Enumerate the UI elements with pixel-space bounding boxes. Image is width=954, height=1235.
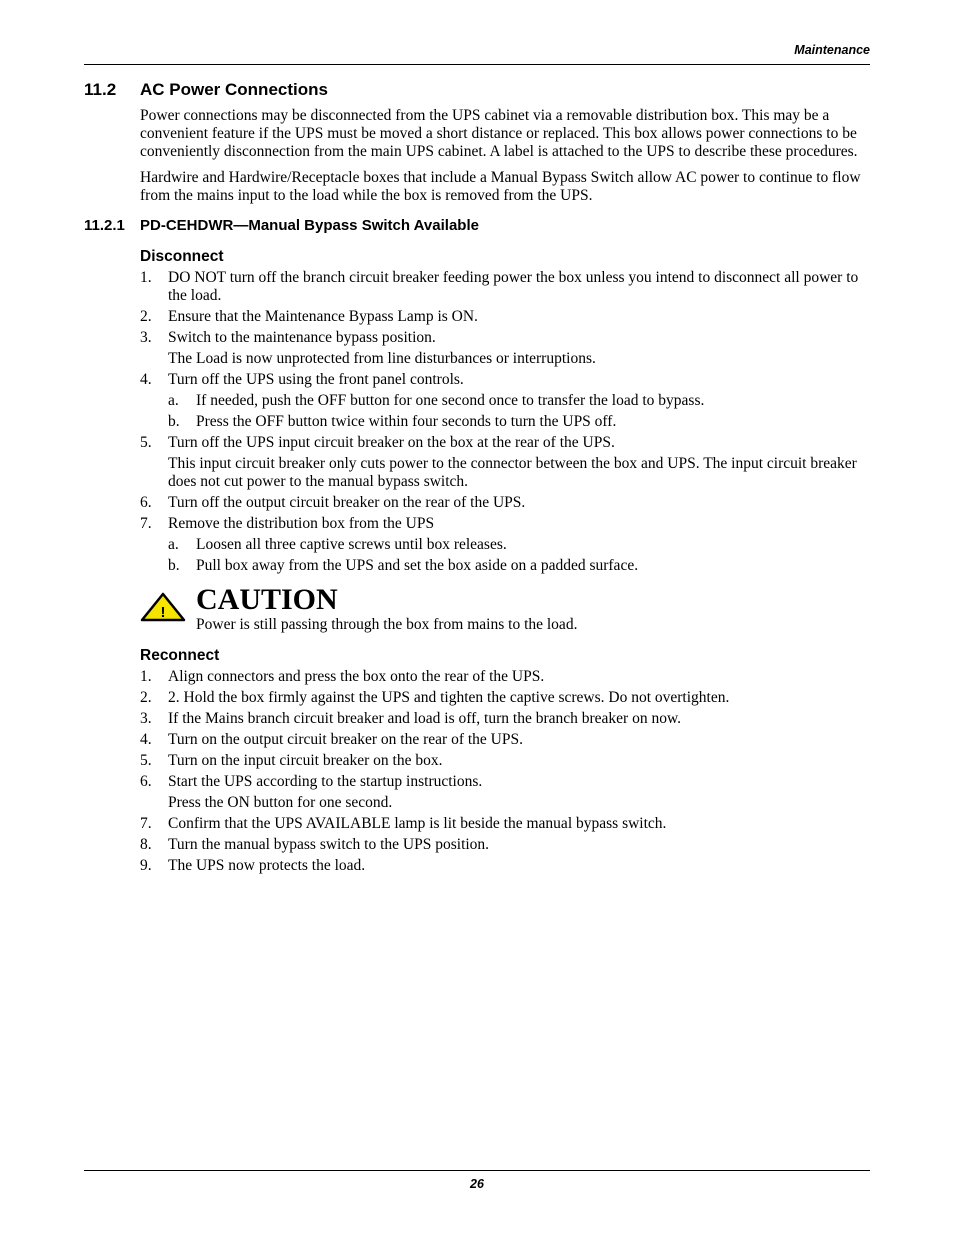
disconnect-heading: Disconnect: [140, 248, 224, 265]
page-content: [84, 78, 870, 875]
step-text: Turn on the input circuit breaker on the box.: [168, 752, 443, 769]
step-item: [140, 815, 870, 833]
step-item: [140, 689, 870, 707]
caution-text: Power is still passing through the box from mains to the load.: [196, 616, 578, 633]
step-item: [140, 773, 870, 791]
step-number: 2.: [140, 689, 152, 706]
step-item: [140, 371, 870, 389]
step-text: Switch to the maintenance bypass position.: [168, 329, 436, 346]
step-item: [140, 752, 870, 770]
step-note: This input circuit breaker only cuts power to the connector between the box and UPS. The input circuit breaker does not cut power to the manual bypass switch.: [168, 455, 857, 490]
sub-step: [168, 392, 870, 410]
svg-text:!: !: [160, 604, 166, 621]
step-text: Turn off the output circuit breaker on the rear of the UPS.: [168, 494, 526, 511]
disconnect-steps: [84, 269, 870, 575]
step-item: [140, 494, 870, 512]
step-item: [140, 731, 870, 749]
step-number: 7.: [140, 815, 152, 832]
step-number: 5.: [140, 434, 152, 451]
sub-step: [168, 413, 870, 431]
subsection-title: PD-CEHDWR—Manual Bypass Switch Available: [140, 217, 479, 234]
warning-triangle-icon: [140, 592, 186, 622]
running-header: Maintenance: [794, 43, 870, 57]
step-text: If needed, push the OFF button for one second once to transfer the load to bypass.: [196, 392, 705, 409]
step-number: 9.: [140, 857, 152, 874]
step-text: DO NOT turn off the branch circuit breaker feeding power the box unless you intend to disconnect all power to the load.: [168, 269, 859, 304]
reconnect-steps: [84, 668, 870, 875]
step-item: [140, 515, 870, 533]
section-title: AC Power Connections: [140, 80, 328, 99]
step-number: 8.: [140, 836, 152, 853]
step-text: Turn off the UPS input circuit breaker on the box at the rear of the UPS.: [168, 434, 615, 451]
step-text: Align connectors and press the box onto the rear of the UPS.: [168, 668, 545, 685]
step-note: Press the ON button for one second.: [168, 794, 393, 811]
step-number: b.: [168, 413, 180, 430]
step-item: [140, 308, 870, 326]
step-number: 2.: [140, 308, 152, 325]
header-rule: [84, 64, 870, 65]
reconnect-heading: Reconnect: [140, 647, 220, 664]
step-number: 6.: [140, 773, 152, 790]
step-item: [140, 329, 870, 347]
step-number: 6.: [140, 494, 152, 511]
step-text: If the Mains branch circuit breaker and load is off, turn the branch breaker on now.: [168, 710, 682, 727]
step-text: Confirm that the UPS AVAILABLE lamp is lit beside the manual bypass switch.: [168, 815, 667, 832]
step-number: 4.: [140, 371, 152, 388]
page-number: 26: [470, 1177, 484, 1191]
step-number: a.: [168, 392, 179, 409]
sub-step: [168, 536, 870, 554]
step-item: [140, 668, 870, 686]
intro-paragraph: Power connections may be disconnected from the UPS cabinet via a removable distribution box. This may be a convenient feature if the UPS must be moved a short distance or replaced. This box allows power connections to be conveniently disconnection from the main UPS cabinet. A label is attached to the UPS to describe these procedures.: [140, 107, 858, 160]
step-number: 4.: [140, 731, 152, 748]
section-heading: [84, 78, 870, 102]
step-number: 1.: [140, 668, 152, 685]
step-text: Press the OFF button twice within four seconds to turn the UPS off.: [196, 413, 617, 430]
sub-step: [168, 557, 870, 575]
subsection-heading: [84, 217, 870, 235]
step-note: The Load is now unprotected from line disturbances or interruptions.: [168, 350, 596, 367]
step-text: Start the UPS according to the startup instructions.: [168, 773, 483, 790]
step-number: 3.: [140, 329, 152, 346]
step-item: [140, 710, 870, 728]
step-number: 7.: [140, 515, 152, 532]
bypass-paragraph: Hardwire and Hardwire/Receptacle boxes that include a Manual Bypass Switch allow AC power to continue to flow from the mains input to the load while the box is removed from the UPS.: [140, 169, 861, 204]
step-item: [140, 434, 870, 452]
step-text: Loosen all three captive screws until box releases.: [196, 536, 507, 553]
step-text: The UPS now protects the load.: [168, 857, 366, 874]
step-number: 5.: [140, 752, 152, 769]
step-item: [140, 857, 870, 875]
step-text: Turn on the output circuit breaker on the rear of the UPS.: [168, 731, 523, 748]
footer-rule: [84, 1170, 870, 1171]
step-number: a.: [168, 536, 179, 553]
step-text: 2. Hold the box firmly against the UPS and tighten the captive screws. Do not overtighten.: [168, 689, 730, 706]
step-item: [140, 269, 870, 305]
step-text: Pull box away from the UPS and set the box aside on a padded surface.: [196, 557, 639, 574]
step-text: Turn off the UPS using the front panel controls.: [168, 371, 464, 388]
step-text: Ensure that the Maintenance Bypass Lamp is ON.: [168, 308, 478, 325]
caution-block: [140, 585, 870, 633]
step-number: 1.: [140, 269, 152, 286]
step-number: 3.: [140, 710, 152, 727]
caution-title: CAUTION: [196, 583, 338, 616]
section-number: 11.2: [84, 80, 117, 99]
step-text: Remove the distribution box from the UPS: [168, 515, 435, 532]
step-item: [140, 836, 870, 854]
step-number: b.: [168, 557, 180, 574]
step-text: Turn the manual bypass switch to the UPS position.: [168, 836, 490, 853]
subsection-number: 11.2.1: [84, 217, 125, 234]
